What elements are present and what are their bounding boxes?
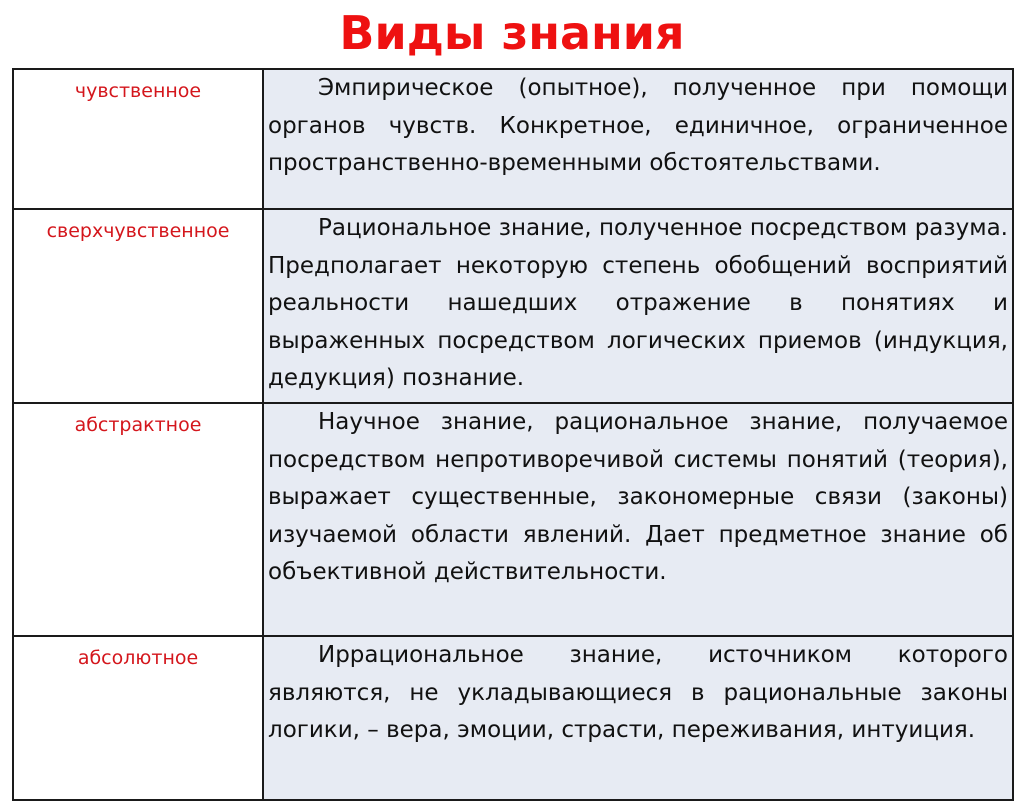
term-cell-abstract: абстрактное (13, 403, 263, 636)
knowledge-types-table (12, 68, 1014, 801)
table-row (13, 69, 1013, 209)
term-cell-sensory: чувственное (13, 69, 263, 209)
term-cell-supersensory: сверхчувственное (13, 209, 263, 403)
description-cell-absolute: Иррациональное знание, источником которого являются, не укладывающиеся в рациональные законы логики, – вера, эмоции, страсти, переживания, интуиция. (263, 636, 1013, 800)
description-cell-supersensory: Рациональное знание, полученное посредством разума. Предполагает некоторую степень обобщений восприятий реальности нашедших отражение в понятиях и выраженных посредством логических приемов (индукция, дедукция) познание. (263, 209, 1013, 403)
table-row (13, 636, 1013, 800)
description-cell-sensory: Эмпирическое (опытное), полученное при помощи органов чувств. Конкретное, единичное, ограниченное пространственно-временными обстоятельствами. (263, 69, 1013, 209)
table-row (13, 209, 1013, 403)
description-cell-abstract: Научное знание, рациональное знание, получаемое посредством непротиворечивой системы понятий (теория), выражает существенные, закономерные связи (законы) изучаемой области явлений. Дает предметное знание об объективной действительности. (263, 403, 1013, 636)
table-row (13, 403, 1013, 636)
term-cell-absolute: абсолютное (13, 636, 263, 800)
slide-title: Виды знания (339, 6, 685, 60)
